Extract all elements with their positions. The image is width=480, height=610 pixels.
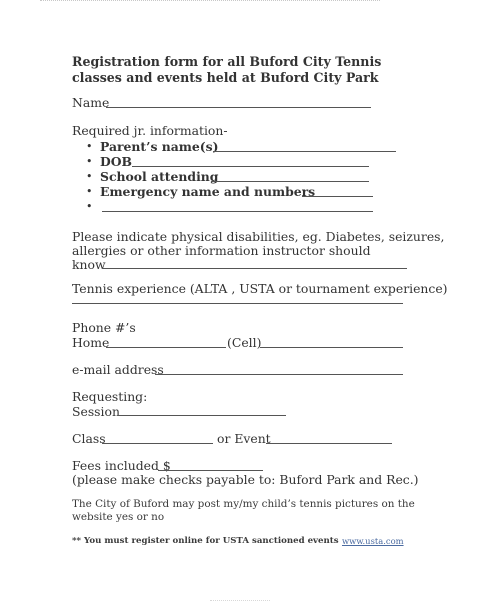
bullet-dot: • [86,140,93,153]
dob-field[interactable] [132,166,369,167]
disabilities-text-line-2: allergies or other information instructor should [72,243,371,258]
disabilities-text-line-1: Please indicate physical disabilities, eg. Diabetes, seizures, [72,229,445,244]
requesting-label: Requesting: [72,389,148,404]
class-label: Class [72,431,106,446]
home-phone-field[interactable] [106,347,226,348]
session-label: Session [72,404,120,419]
photo-notice-line-1: The City of Buford may post my/my child’s tennis pictures on the [72,498,415,510]
cell-phone-field[interactable] [260,347,403,348]
bullet-dot: • [86,200,93,213]
extra-info-field[interactable] [102,211,373,212]
email-label: e-mail address [72,362,164,377]
parents-name-label: Parent’s name(s) [100,139,219,154]
scan-artifact-bottom [210,600,270,605]
photo-notice-line-2: website yes or no [72,511,165,523]
bullet-dot: • [86,155,93,168]
tennis-experience-label: Tennis experience (ALTA , USTA or tournament experience) [72,281,448,296]
usta-registration-note: ** You must register online for USTA sanctioned events [72,536,339,546]
tennis-experience-field[interactable] [72,303,403,304]
session-field[interactable] [118,415,286,416]
parents-name-field[interactable] [213,151,396,152]
disabilities-text-line-3: know [72,257,106,272]
name-label: Name [72,95,110,110]
school-attending-field[interactable] [211,181,369,182]
event-field[interactable] [266,443,392,444]
dob-label: DOB [100,154,133,169]
bullet-dot: • [86,170,93,183]
cell-phone-label: (Cell) [227,335,262,350]
form-title: Registration form for all Buford City Tennis classes and events held at Buford City Park [72,54,382,85]
or-event-label: or Event [217,431,271,446]
checks-payable-note: (please make checks payable to: Buford Park and Rec.) [72,472,419,487]
bullet-dot: • [86,185,93,198]
scan-artifact-top [40,0,380,5]
emergency-contact-field[interactable] [302,196,373,197]
phone-label: Phone #’s [72,320,136,335]
disabilities-field[interactable] [102,268,407,269]
school-attending-label: School attending [100,169,219,184]
class-field[interactable] [102,443,213,444]
fees-field[interactable] [158,470,263,471]
home-phone-label: Home [72,335,110,350]
usta-link[interactable]: www.usta.com [342,536,404,546]
email-field[interactable] [155,374,403,375]
jr-info-heading: Required jr. information- [72,123,228,138]
fees-label: Fees included $ [72,458,171,473]
name-field[interactable] [106,107,371,108]
emergency-contact-label: Emergency name and numbers [100,184,316,199]
